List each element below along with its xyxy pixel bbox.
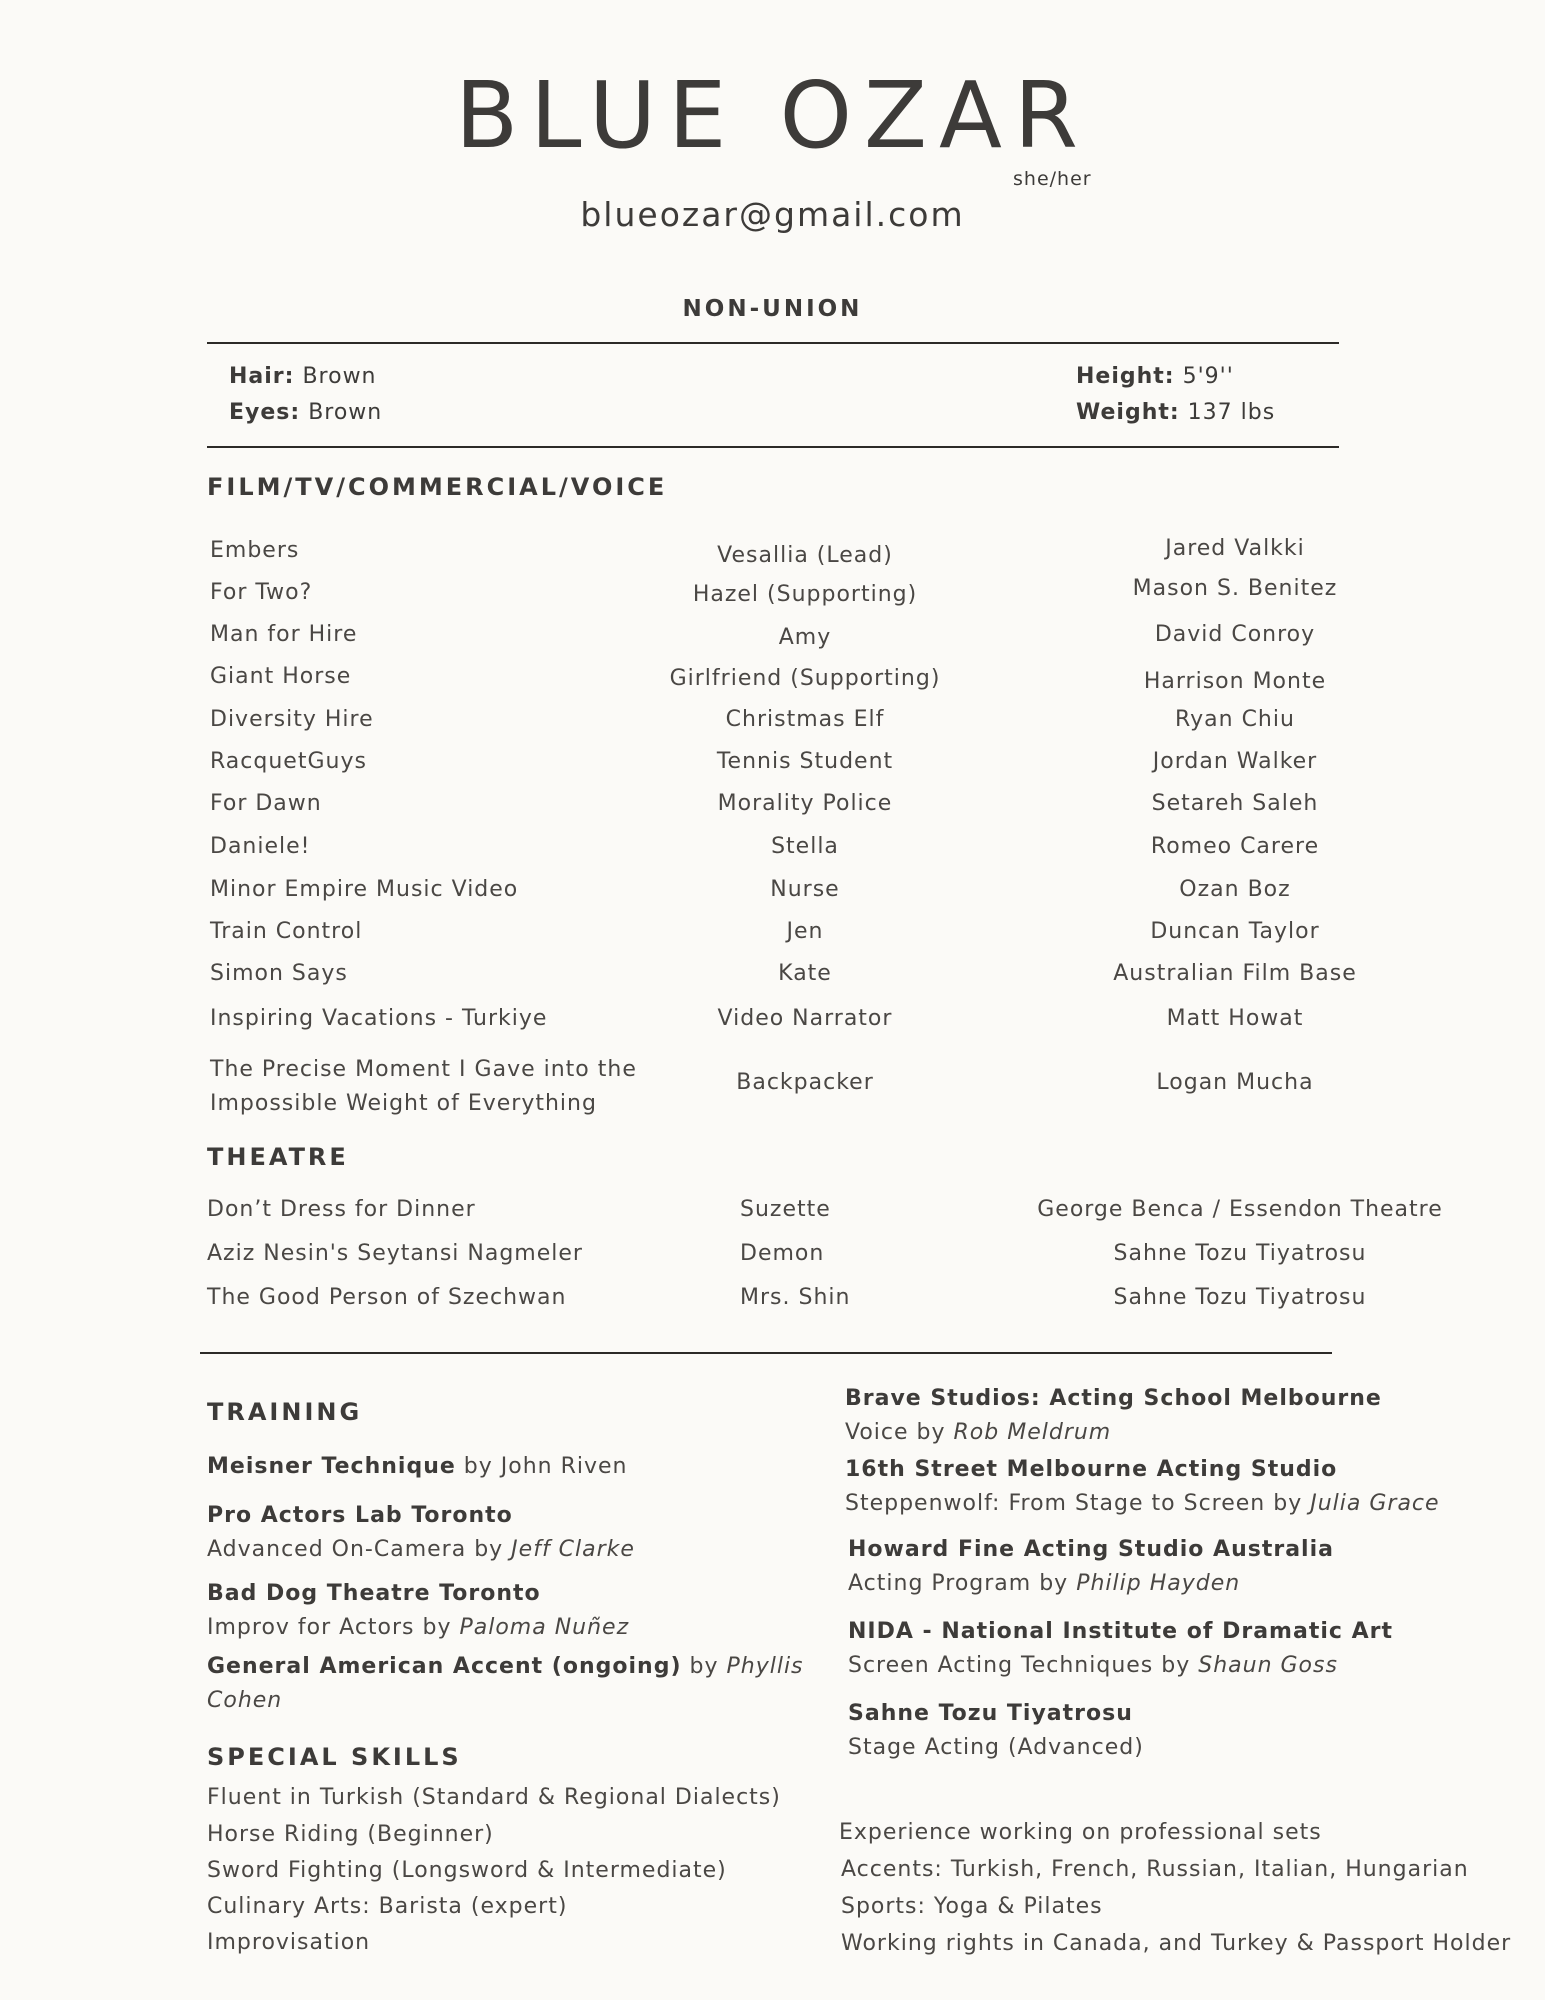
theatre-role: Demon [740,1241,825,1266]
divider-training [200,1352,1332,1354]
film-director: David Conroy [1154,622,1316,647]
film-role: Morality Police [717,791,893,816]
film-role: Amy [778,625,832,650]
film-title: RacquetGuys [210,749,367,774]
film-title: Inspiring Vacations - Turkiye [210,1006,548,1031]
skill-item: Experience working on professional sets [839,1820,1322,1845]
film-role: Christmas Elf [725,707,885,732]
eyes-label: Eyes: [229,400,301,425]
skill-item: Working rights in Canada, and Turkey & Passport Holder [841,1931,1512,1956]
film-title: Diversity Hire [210,707,374,732]
email[interactable]: blueozar@gmail.com [580,195,965,234]
training-hf-name: Howard Fine Acting Studio Australia [848,1537,1334,1562]
film-title: For Two? [210,580,313,605]
training-bad-teacher: Paloma Nuñez [459,1615,630,1640]
theatre-title: The Good Person of Szechwan [207,1285,567,1310]
film-role: Hazel (Supporting) [692,582,918,607]
film-director: Australian Film Base [1113,961,1357,986]
stat-hair [229,364,377,389]
training-nida-course: Screen Acting Techniques by [848,1653,1199,1678]
height-value: 5'9'' [1182,364,1234,389]
film-director: Ozan Boz [1179,877,1291,902]
height-label: Height: [1076,364,1175,389]
training-howard-fine [848,1533,1334,1601]
training-hf-teacher: Philip Hayden [1076,1571,1241,1596]
training-16th-name: 16th Street Melbourne Acting Studio [845,1457,1338,1482]
training-nida-name: NIDA - National Institute of Dramatic Art [848,1619,1393,1644]
training-16th-course: Steppenwolf: From Stage to Screen by [845,1491,1311,1516]
theatre-company: Sahne Tozu Tiyatrosu [1113,1241,1367,1266]
stat-eyes [229,400,382,425]
stat-height [1076,364,1234,389]
theatre-company: Sahne Tozu Tiyatrosu [1113,1285,1367,1310]
union-status: NON-UNION [682,296,863,322]
skill-item: Culinary Arts: Barista (expert) [207,1894,568,1919]
hair-label: Hair: [229,364,295,389]
training-16th-street [845,1453,1440,1521]
training-accent [207,1650,804,1718]
training-pro-course: Advanced On-Camera by [207,1537,512,1562]
training-accent-name: General American Accent (ongoing) [207,1654,682,1679]
training-bad-name: Bad Dog Theatre Toronto [207,1581,541,1606]
theatre-role: Suzette [740,1197,831,1222]
film-title: For Dawn [210,791,322,816]
film-role: Kate [778,961,832,986]
training-pro-name: Pro Actors Lab Toronto [207,1503,513,1528]
film-director: Setareh Saleh [1151,791,1319,816]
training-accent-teacher-2: Cohen [207,1688,283,1713]
film-director: Matt Howat [1166,1006,1304,1031]
pronouns: she/her [1013,168,1092,190]
film-director: Mason S. Benitez [1132,576,1338,601]
film-title-last [210,1053,637,1121]
section-heading-theatre: THEATRE [207,1143,349,1171]
film-role: Tennis Student [716,749,894,774]
training-sahne-name: Sahne Tozu Tiyatrosu [848,1701,1133,1726]
training-brave-name: Brave Studios: Acting School Melbourne [845,1386,1382,1411]
weight-label: Weight: [1076,400,1180,425]
divider-top [207,342,1339,344]
weight-value: 137 lbs [1187,400,1276,425]
skill-item: Sports: Yoga & Pilates [841,1894,1103,1919]
training-hf-course: Acting Program by [848,1571,1077,1596]
training-brave-teacher: Rob Meldrum [953,1420,1112,1445]
actor-name: BLUE OZAR [455,62,1090,169]
film-role: Vesallia (Lead) [717,543,893,568]
training-pro-teacher: Jeff Clarke [511,1537,635,1562]
film-role: Stella [771,834,839,859]
training-bad-dog [207,1577,629,1645]
divider-stats [207,446,1339,448]
eyes-value: Brown [308,400,383,425]
film-title: Man for Hire [210,622,358,647]
training-nida-teacher: Shaun Goss [1198,1653,1338,1678]
skill-item: Fluent in Turkish (Standard & Regional Dialects) [207,1785,781,1810]
film-director: Romeo Carere [1150,834,1320,859]
training-sahne-course: Stage Acting (Advanced) [848,1735,1144,1760]
film-title: Minor Empire Music Video [210,877,519,902]
film-director: Jared Valkki [1165,536,1305,561]
film-director-last: Logan Mucha [1156,1070,1314,1095]
training-accent-by: by [681,1654,727,1679]
film-director: Jordan Walker [1152,749,1318,774]
film-director: Ryan Chiu [1175,707,1295,732]
film-title-line-2: Impossible Weight of Everything [210,1091,597,1116]
theatre-role: Mrs. Shin [740,1285,851,1310]
training-meisner [207,1450,628,1484]
film-title-line-1: The Precise Moment I Gave into the [210,1057,637,1082]
training-meisner-name: Meisner Technique [207,1454,456,1479]
film-director: Duncan Taylor [1150,919,1320,944]
film-role: Video Narrator [717,1006,893,1031]
film-role: Nurse [770,877,840,902]
film-role-last: Backpacker [736,1070,874,1095]
film-role: Jen [786,919,824,944]
film-title: Train Control [210,919,363,944]
theatre-title: Aziz Nesin's Seytansi Nagmeler [207,1241,583,1266]
hair-value: Brown [302,364,377,389]
section-heading-film: FILM/TV/COMMERCIAL/VOICE [207,473,668,501]
film-title: Giant Horse [210,664,352,689]
film-title: Embers [210,538,300,563]
training-16th-teacher: Julia Grace [1310,1491,1440,1516]
skill-item: Improvisation [207,1930,371,1955]
training-accent-teacher-1: Phyllis [726,1654,804,1679]
film-title: Simon Says [210,961,348,986]
film-role: Girlfriend (Supporting) [669,666,941,691]
theatre-company: George Benca / Essendon Theatre [1037,1197,1443,1222]
training-brave [845,1382,1382,1450]
training-sahne [848,1697,1144,1765]
training-brave-course: Voice by [845,1420,954,1445]
film-director: Harrison Monte [1143,669,1327,694]
film-title: Daniele! [210,834,311,859]
section-heading-training: TRAINING [207,1398,363,1426]
section-heading-skills: SPECIAL SKILLS [207,1743,462,1771]
stat-weight [1076,400,1275,425]
training-bad-course: Improv for Actors by [207,1615,460,1640]
training-nida [848,1615,1393,1683]
training-meisner-by: by John Riven [455,1454,628,1479]
theatre-title: Don’t Dress for Dinner [207,1197,476,1222]
skill-item: Horse Riding (Beginner) [207,1822,494,1847]
skill-item: Sword Fighting (Longsword & Intermediate) [207,1858,727,1883]
skill-item: Accents: Turkish, French, Russian, Italian, Hungarian [841,1857,1469,1882]
training-pro-actors [207,1499,635,1567]
